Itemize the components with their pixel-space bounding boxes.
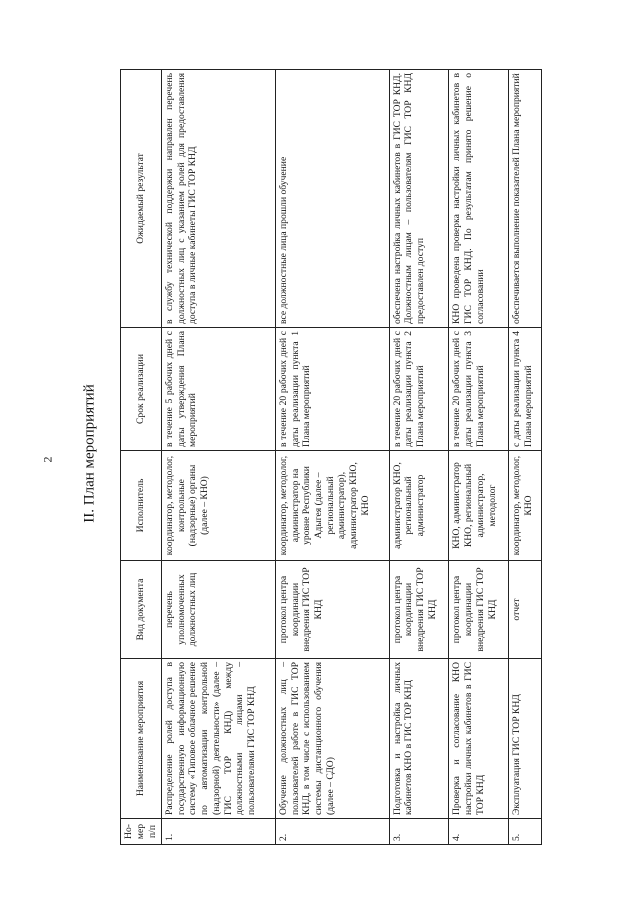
- page-number: 2: [40, 456, 55, 463]
- cell-executor: КНО, администратор КНО, региональный администратор, методолог: [449, 451, 509, 561]
- cell-expected-result: все должностные лица прошли обучение: [275, 70, 389, 328]
- cell-expected-result: обеспечивается выполнение показателей Плана мероприятий: [509, 70, 542, 328]
- table-row: [162, 70, 276, 845]
- table-header-row: [121, 70, 162, 845]
- table-row: [509, 70, 542, 845]
- plan-table-wrapper: [120, 70, 542, 845]
- header-document-type: Вид документа: [121, 561, 162, 659]
- cell-deadline: в течение 20 рабочих дней с даты реализации пункта 1 Плана мероприятий: [275, 328, 389, 451]
- cell-activity: Распределение ролей доступа в государственную информационную систему «Типовое облачное решение по автоматизации контрольной (надзорной) деятельности» (далее – ГИС ТОР КНД) между должностными лицами – пользователями ГИС ТОР КНД: [162, 659, 276, 819]
- header-activity: Наименование мероприятия: [121, 659, 162, 819]
- cell-deadline: в течение 20 рабочих дней с даты реализации пункта 3 Плана мероприятий: [449, 328, 509, 451]
- cell-executor: координатор, методолог, КНО: [509, 451, 542, 561]
- header-deadline: Срок реализации: [121, 328, 162, 451]
- table-row: [275, 70, 389, 845]
- cell-executor: координатор, методолог, администратор на уровне Республики Адыгея (далее – региональный администратор), администратор КНО, КНО: [275, 451, 389, 561]
- cell-document-type: протокол центра координации внедрения ГИС ТОР КНД: [449, 561, 509, 659]
- plan-table: [120, 69, 542, 845]
- cell-document-type: протокол центра координации внедрения ГИС ТОР КНД: [389, 561, 449, 659]
- cell-executor: администратор КНО, региональный администратор: [389, 451, 449, 561]
- plan-table-rotated: [120, 70, 542, 845]
- cell-expected-result: в службу технической поддержки направлен перечень должностных лиц с указанием ролей для предоставления доступа в личные кабинеты ГИС ТОР КНД: [162, 70, 276, 328]
- cell-deadline: в течение 20 рабочих дней с даты реализации пункта 2 Плана мероприятий: [389, 328, 449, 451]
- cell-number: 4.: [449, 819, 509, 845]
- cell-document-type: перечень уполномоченных должностных лиц: [162, 561, 276, 659]
- cell-number: 1.: [162, 819, 276, 845]
- cell-activity: Обучение должностных лиц – пользователей работе в ГИС ТОР КНД, в том числе с использованием системы дистанционного обучения (далее – СДО): [275, 659, 389, 819]
- cell-expected-result: КНО проведена проверка настройки личных кабинетов в ГИС ТОР КНД. По результатам принято решение о согласовании: [449, 70, 509, 328]
- header-executor: Исполнитель: [121, 451, 162, 561]
- cell-executor: координатор, методолог, контрольные (надзорные) органы (далее – КНО): [162, 451, 276, 561]
- cell-activity: Проверка и согласование КНО настройки личных кабинетов в ГИС ТОР КНД: [449, 659, 509, 819]
- cell-activity: Подготовка и настройка личных кабинетов КНО в ГИС ТОР КНД: [389, 659, 449, 819]
- cell-deadline: в течение 5 рабочих дней с даты утверждения Плана мероприятий: [162, 328, 276, 451]
- header-number: Но-мер п/п: [121, 819, 162, 845]
- cell-number: 3.: [389, 819, 449, 845]
- cell-activity: Эксплуатация ГИС ТОР КНД: [509, 659, 542, 819]
- cell-expected-result: обеспечена настройка личных кабинетов в ГИС ТОР КНД. Должностным лицам – пользователям ГИС ТОР КНД предоставлен доступ: [389, 70, 449, 328]
- header-expected-result: Ожидаемый результат: [121, 70, 162, 328]
- cell-number: 2.: [275, 819, 389, 845]
- cell-deadline: с даты реализации пункта 4 Плана мероприятий: [509, 328, 542, 451]
- table-row: [389, 70, 449, 845]
- cell-document-type: отчет: [509, 561, 542, 659]
- cell-document-type: протокол центра координации внедрения ГИС ТОР КНД: [275, 561, 389, 659]
- cell-number: 5.: [509, 819, 542, 845]
- section-title: II. План мероприятий: [81, 384, 98, 523]
- table-row: [449, 70, 509, 845]
